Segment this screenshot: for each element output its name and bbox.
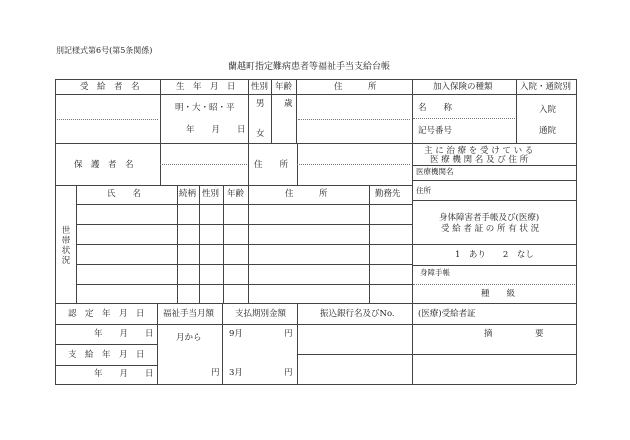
hospital-name-label: 医療機関名 [416, 167, 454, 176]
recipient-name-header: 受 給 者 名 [80, 82, 140, 92]
monthly-amount-header: 福祉手当月額 [163, 309, 215, 319]
hospital-heading-2: 医 療 機 関 名 及 び 住 所 [430, 155, 529, 165]
insurance-name-label: 名 称 [418, 103, 453, 113]
outpatient-label: 通院 [539, 126, 557, 136]
from-month-label: 月から [176, 333, 202, 343]
payment-amount-header: 支払期別金額 [235, 309, 287, 319]
grade-label: 種 級 [481, 289, 516, 299]
payment-ymd: 年 月 日 [94, 369, 154, 379]
household-address-header: 住 所 [285, 189, 328, 199]
certificate-options: 1 あり 2 なし [455, 250, 534, 260]
approval-ymd: 年 月 日 [94, 329, 154, 339]
certificate-heading-1: 身体障害者手帳及び(医療) [439, 213, 540, 223]
approval-date-header: 認 定 年 月 日 [68, 309, 145, 319]
certificate-heading-2: 受 給 者 証 の 所 有 状 況 [441, 224, 540, 234]
remarks-header: 摘 要 [484, 329, 544, 339]
sex-header: 性別 [251, 82, 269, 92]
march-yen: 円 [284, 368, 293, 378]
household-sex-header: 性別 [202, 189, 220, 199]
inpatient-label: 入院 [539, 105, 557, 115]
insurance-number-label: 記号番号 [418, 126, 453, 136]
age-header: 年齢 [275, 82, 293, 92]
bank-header: 振込銀行名及びNo. [320, 309, 395, 319]
payment-date-header: 支 給 年 月 日 [68, 350, 145, 360]
sex-female: 女 [256, 129, 265, 139]
household-age-header: 年齢 [227, 189, 245, 199]
birth-ymd: 年 月 日 [186, 125, 246, 135]
monthly-yen: 円 [211, 368, 220, 378]
household-workplace-header: 勤務先 [375, 189, 401, 199]
handbook-label: 身障手帳 [420, 268, 450, 277]
insurance-type-header: 加入保険の種類 [433, 82, 493, 92]
sex-male: 男 [256, 99, 265, 109]
hospital-heading-1: 主 に 治 療 を 受 け て い る [424, 146, 534, 156]
guardian-address-label: 住 所 [254, 160, 289, 170]
household-side-label: 世帯状況 [61, 226, 71, 266]
household-name-header: 氏 名 [107, 189, 142, 199]
guardian-name-label: 保 護 者 名 [74, 160, 134, 170]
era-options: 明・大・昭・平 [175, 103, 235, 113]
september-yen: 円 [284, 329, 293, 339]
form-number: 別記様式第6号(第5条関係) [56, 46, 153, 55]
hospital-address-label: 住所 [416, 186, 431, 195]
household-relation-header: 続柄 [179, 189, 197, 199]
visit-type-header: 入院・通院別 [520, 82, 572, 92]
birth-date-header: 生 年 月 日 [176, 82, 236, 92]
address-header: 住 所 [334, 82, 377, 92]
medical-certificate-header: (医療)受給者証 [418, 309, 476, 319]
september-label: 9月 [229, 329, 243, 339]
march-label: 3月 [229, 368, 243, 378]
age-unit: 歳 [284, 99, 293, 109]
form-title: 蘭越町指定難病患者等福祉手当支給台帳 [228, 62, 391, 72]
